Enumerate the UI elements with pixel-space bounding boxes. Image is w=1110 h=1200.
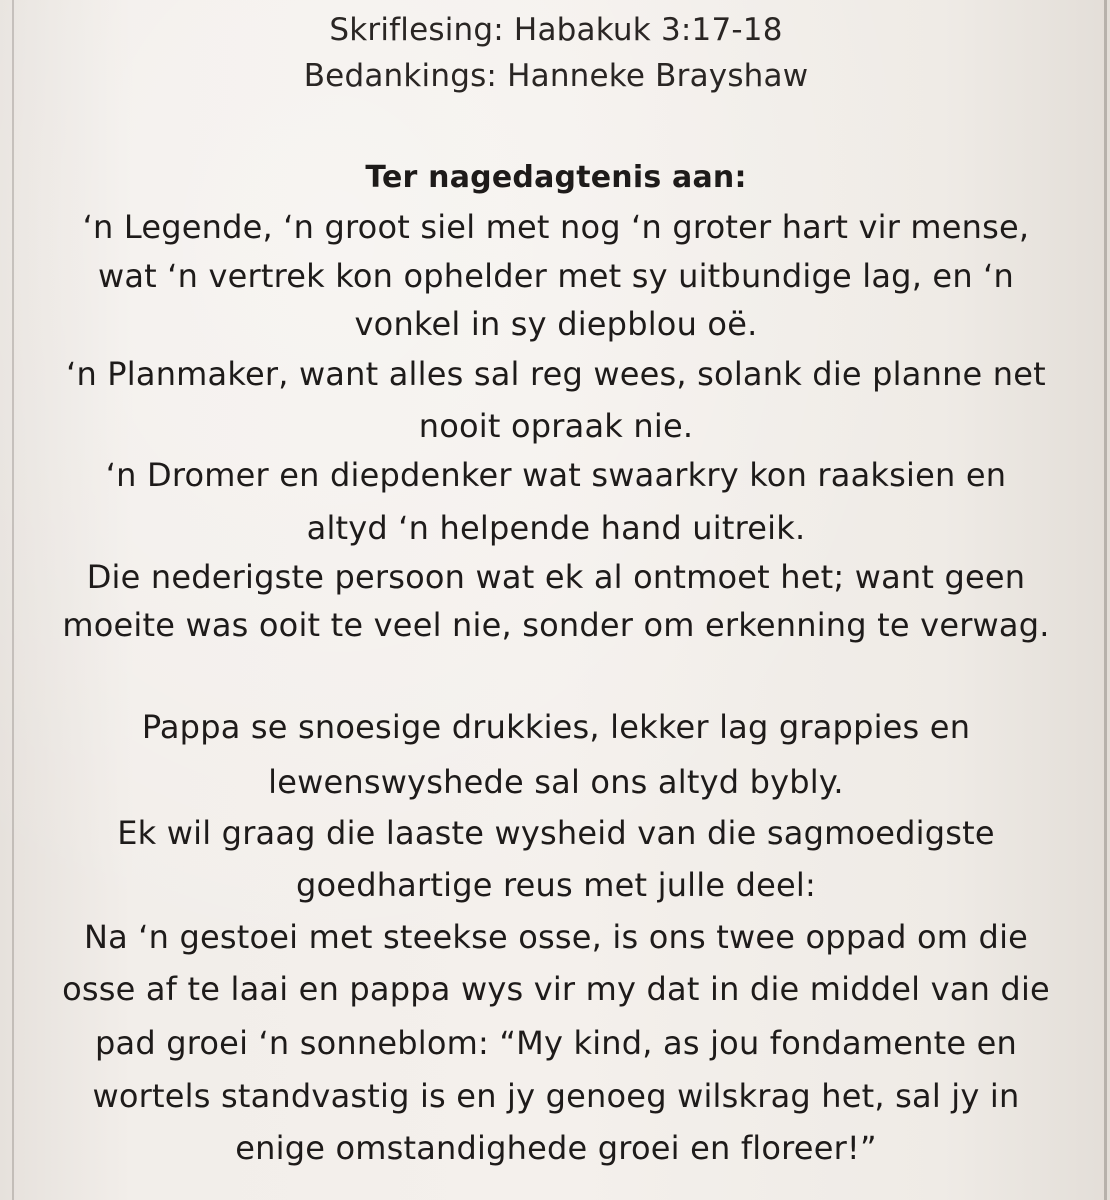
tribute-line: wat ‘n vertrek kon ophelder met sy uitbundige lag, en ‘n xyxy=(97,257,1015,295)
scripture-reading: Skriflesing: Habakuk 3:17-18 xyxy=(329,12,783,48)
tribute-line: nooit opraak nie. xyxy=(418,407,694,445)
acknowledgements: Bedankings: Hanneke Brayshaw xyxy=(303,58,809,94)
tribute-line: wortels standvastig is en jy genoeg wilskrag het, sal jy in xyxy=(92,1077,1020,1115)
tribute-line: altyd ‘n helpende hand uitreik. xyxy=(306,509,806,547)
tribute-line: Pappa se snoesige drukkies, lekker lag grappies en xyxy=(141,708,971,746)
memorial-heading: Ter nagedagtenis aan: xyxy=(365,160,747,195)
tribute-line: Na ‘n gestoei met steekse osse, is ons twee oppad om die xyxy=(83,918,1029,956)
tribute-line: goedhartige reus met julle deel: xyxy=(296,866,816,904)
paper-fold-left xyxy=(12,0,14,1200)
tribute-line: osse af te laai en pappa wys vir my dat in die middel van die xyxy=(62,970,1050,1008)
tribute-line: lewenswyshede sal ons altyd bybly. xyxy=(268,763,844,801)
tribute-line: ‘n Dromer en diepdenker wat swaarkry kon raaksien en xyxy=(105,456,1007,494)
tribute-line: Die nederigste persoon wat ek al ontmoet het; want geen xyxy=(86,558,1026,596)
tribute-line: ‘n Planmaker, want alles sal reg wees, solank die planne net xyxy=(66,355,1046,393)
tribute-line: moeite was ooit te veel nie, sonder om erkenning te verwag. xyxy=(62,606,1050,644)
tribute-line: Ek wil graag die laaste wysheid van die sagmoedigste xyxy=(117,814,995,852)
tribute-line: pad groei ‘n sonneblom: “My kind, as jou fondamente en xyxy=(95,1024,1017,1062)
tribute-line: vonkel in sy diepblou oë. xyxy=(354,305,758,343)
paper-fold-right xyxy=(1104,0,1107,1200)
tribute-line: enige omstandighede groei en floreer!” xyxy=(235,1129,877,1167)
tribute-line: ‘n Legende, ‘n groot siel met nog ‘n groter hart vir mense, xyxy=(82,208,1030,246)
